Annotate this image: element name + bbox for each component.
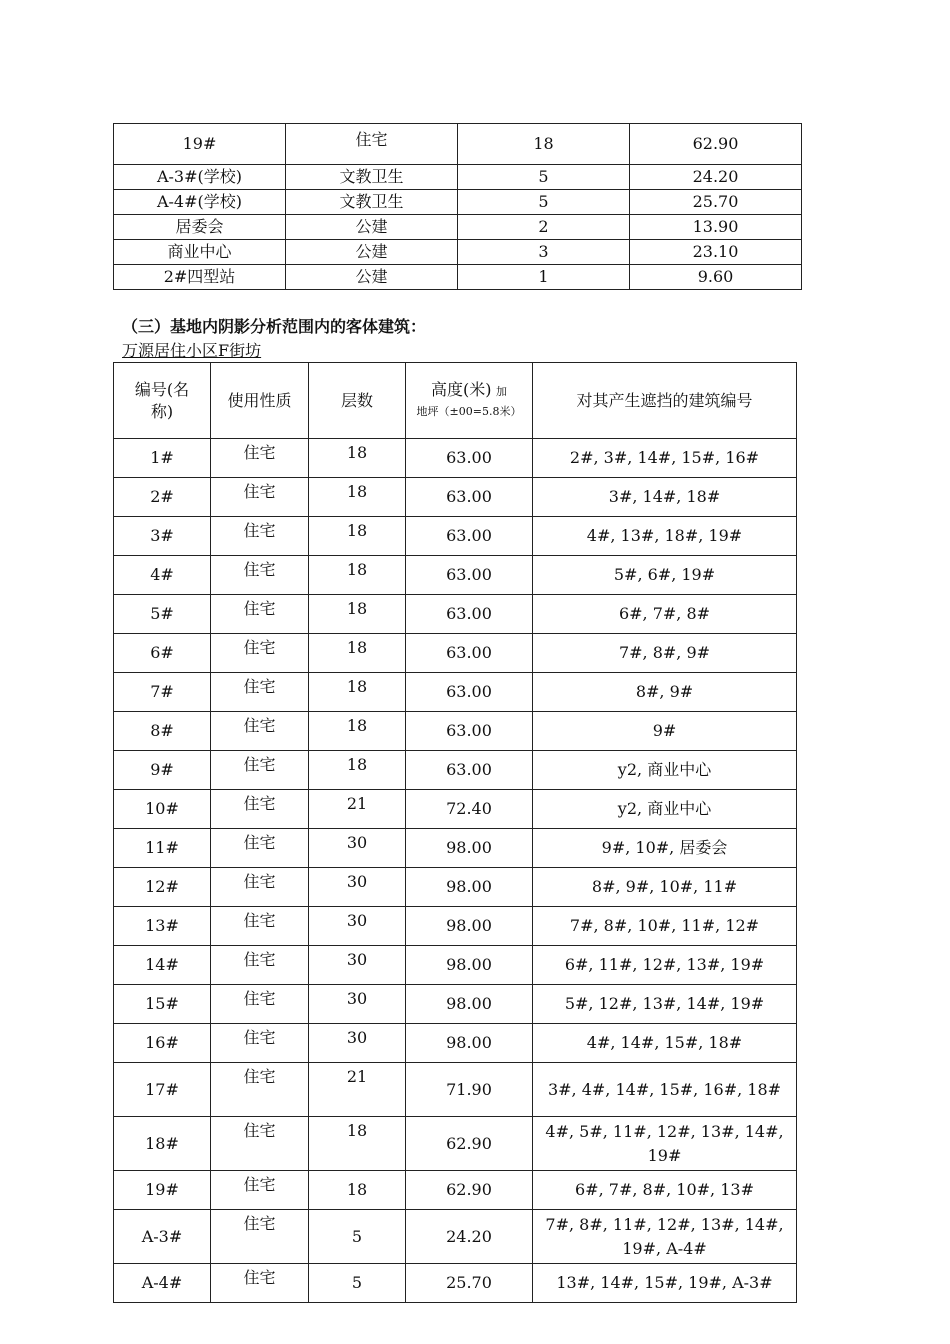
header-height-note-1: 加	[495, 385, 507, 398]
cell-floors: 18	[309, 556, 406, 595]
cell-type: 公建	[286, 215, 458, 240]
object-buildings-table	[113, 362, 797, 1303]
cell-height: 23.10	[630, 240, 802, 265]
table-row	[114, 1117, 797, 1171]
section-subtitle: 万源居住小区F街坊	[122, 341, 262, 360]
table-row	[114, 673, 797, 712]
cell-id: 18#	[114, 1117, 211, 1171]
cell-floors: 5	[309, 1210, 406, 1264]
cell-height: 63.00	[406, 751, 533, 790]
cell-type: 公建	[286, 240, 458, 265]
table-row	[114, 165, 802, 190]
cell-height: 25.70	[630, 190, 802, 215]
header-floors: 层数	[309, 363, 406, 439]
cell-type: 文教卫生	[286, 165, 458, 190]
cell-type: 住宅	[211, 1024, 309, 1063]
cell-type: 住宅	[211, 907, 309, 946]
cell-id: 8#	[114, 712, 211, 751]
cell-floors: 2	[458, 215, 630, 240]
cell-blocking: 2#, 3#, 14#, 15#, 16#	[533, 439, 797, 478]
cell-id: 16#	[114, 1024, 211, 1063]
section-title: （三）基地内阴影分析范围内的客体建筑：	[122, 317, 427, 336]
table-row	[114, 829, 797, 868]
table-row	[114, 907, 797, 946]
cell-id: 1#	[114, 439, 211, 478]
cell-height: 98.00	[406, 907, 533, 946]
cell-type: 公建	[286, 265, 458, 290]
cell-floors: 18	[309, 634, 406, 673]
table-row	[114, 124, 802, 165]
header-type: 使用性质	[211, 363, 309, 439]
table-row	[114, 985, 797, 1024]
cell-id: A-4#(学校)	[114, 190, 286, 215]
cell-id: 商业中心	[114, 240, 286, 265]
cell-blocking: 6#, 11#, 12#, 13#, 19#	[533, 946, 797, 985]
cell-height: 62.90	[630, 124, 802, 165]
cell-floors: 21	[309, 1063, 406, 1117]
table-row	[114, 868, 797, 907]
header-height-main: 高度(米)	[431, 380, 492, 399]
cell-blocking: 13#, 14#, 15#, 19#, A-3#	[533, 1264, 797, 1303]
header-id: 编号(名称)	[114, 363, 211, 439]
cell-blocking: 7#, 8#, 10#, 11#, 12#	[533, 907, 797, 946]
cell-blocking: y2, 商业中心	[533, 790, 797, 829]
cell-height: 98.00	[406, 829, 533, 868]
cell-height: 63.00	[406, 712, 533, 751]
cell-floors: 18	[309, 478, 406, 517]
cell-id: 17#	[114, 1063, 211, 1117]
cell-blocking: 5#, 12#, 13#, 14#, 19#	[533, 985, 797, 1024]
cell-blocking: 3#, 14#, 18#	[533, 478, 797, 517]
cell-id: A-3#	[114, 1210, 211, 1264]
cell-type: 住宅	[211, 1210, 309, 1264]
cell-height: 98.00	[406, 946, 533, 985]
cell-id: 7#	[114, 673, 211, 712]
cell-id: 5#	[114, 595, 211, 634]
cell-id: A-3#(学校)	[114, 165, 286, 190]
cell-blocking: 3#, 4#, 14#, 15#, 16#, 18#	[533, 1063, 797, 1117]
cell-floors: 18	[309, 1117, 406, 1171]
table-row	[114, 240, 802, 265]
cell-height: 63.00	[406, 478, 533, 517]
cell-floors: 30	[309, 829, 406, 868]
cell-type: 住宅	[211, 1171, 309, 1210]
cell-height: 63.00	[406, 634, 533, 673]
table-row	[114, 439, 797, 478]
cell-floors: 30	[309, 946, 406, 985]
cell-id: 6#	[114, 634, 211, 673]
cell-id: 13#	[114, 907, 211, 946]
cell-type: 住宅	[211, 556, 309, 595]
cell-type: 住宅	[211, 1063, 309, 1117]
cell-id: 19#	[114, 124, 286, 165]
cell-blocking: 8#, 9#	[533, 673, 797, 712]
cell-floors: 18	[309, 1171, 406, 1210]
cell-type: 住宅	[211, 439, 309, 478]
cell-id: 12#	[114, 868, 211, 907]
cell-id: 居委会	[114, 215, 286, 240]
table-row	[114, 1063, 797, 1117]
cell-blocking: 9#	[533, 712, 797, 751]
cell-id: 9#	[114, 751, 211, 790]
cell-floors: 18	[309, 595, 406, 634]
cell-id: 19#	[114, 1171, 211, 1210]
cell-floors: 5	[309, 1264, 406, 1303]
cell-floors: 18	[309, 712, 406, 751]
cell-blocking: 5#, 6#, 19#	[533, 556, 797, 595]
cell-floors: 18	[309, 751, 406, 790]
cell-id: 3#	[114, 517, 211, 556]
cell-type: 住宅	[211, 517, 309, 556]
table-row	[114, 790, 797, 829]
table-header-row	[114, 363, 797, 439]
cell-floors: 30	[309, 868, 406, 907]
cell-floors: 1	[458, 265, 630, 290]
cell-type: 住宅	[211, 946, 309, 985]
table-row	[114, 215, 802, 240]
cell-height: 25.70	[406, 1264, 533, 1303]
cell-blocking: 6#, 7#, 8#	[533, 595, 797, 634]
cell-type: 住宅	[211, 634, 309, 673]
cell-type: 住宅	[211, 790, 309, 829]
cell-floors: 30	[309, 1024, 406, 1063]
table-row	[114, 265, 802, 290]
cell-type: 住宅	[286, 124, 458, 165]
table-row	[114, 751, 797, 790]
cell-id: 14#	[114, 946, 211, 985]
cell-height: 63.00	[406, 556, 533, 595]
cell-blocking: 7#, 8#, 11#, 12#, 13#, 14#, 19#, A-4#	[533, 1210, 797, 1264]
table-row	[114, 1264, 797, 1303]
cell-height: 98.00	[406, 985, 533, 1024]
cell-id: 2#	[114, 478, 211, 517]
cell-blocking: 6#, 7#, 8#, 10#, 13#	[533, 1171, 797, 1210]
cell-type: 住宅	[211, 985, 309, 1024]
cell-blocking: y2, 商业中心	[533, 751, 797, 790]
cell-floors: 18	[309, 439, 406, 478]
cell-floors: 30	[309, 907, 406, 946]
cell-height: 24.20	[630, 165, 802, 190]
cell-type: 住宅	[211, 829, 309, 868]
cell-id: 15#	[114, 985, 211, 1024]
table-row	[114, 946, 797, 985]
cell-type: 住宅	[211, 478, 309, 517]
cell-height: 9.60	[630, 265, 802, 290]
cell-type: 住宅	[211, 751, 309, 790]
cell-blocking: 4#, 14#, 15#, 18#	[533, 1024, 797, 1063]
cell-height: 62.90	[406, 1171, 533, 1210]
cell-floors: 5	[458, 165, 630, 190]
table-row	[114, 1210, 797, 1264]
cell-blocking: 7#, 8#, 9#	[533, 634, 797, 673]
header-height-note-2: 地坪（±00=5.8米）	[416, 405, 522, 418]
cell-id: 4#	[114, 556, 211, 595]
table-row	[114, 712, 797, 751]
cell-id: 10#	[114, 790, 211, 829]
cell-blocking: 4#, 5#, 11#, 12#, 13#, 14#, 19#	[533, 1117, 797, 1171]
cell-height: 63.00	[406, 439, 533, 478]
table-row	[114, 1024, 797, 1063]
table-row	[114, 1171, 797, 1210]
cell-floors: 18	[458, 124, 630, 165]
cell-height: 63.00	[406, 673, 533, 712]
table-row	[114, 517, 797, 556]
cell-height: 62.90	[406, 1117, 533, 1171]
cell-floors: 18	[309, 517, 406, 556]
cell-type: 住宅	[211, 712, 309, 751]
cell-height: 24.20	[406, 1210, 533, 1264]
table-row	[114, 556, 797, 595]
cell-floors: 3	[458, 240, 630, 265]
cell-blocking: 4#, 13#, 18#, 19#	[533, 517, 797, 556]
cell-id: 11#	[114, 829, 211, 868]
cell-type: 文教卫生	[286, 190, 458, 215]
cell-height: 63.00	[406, 595, 533, 634]
cell-type: 住宅	[211, 595, 309, 634]
table-row	[114, 634, 797, 673]
cell-id: 2#四型站	[114, 265, 286, 290]
cell-floors: 21	[309, 790, 406, 829]
cell-height: 63.00	[406, 517, 533, 556]
header-height	[406, 363, 533, 439]
cell-floors: 5	[458, 190, 630, 215]
table-row	[114, 478, 797, 517]
header-blocking: 对其产生遮挡的建筑编号	[533, 363, 797, 439]
cell-id: A-4#	[114, 1264, 211, 1303]
cell-type: 住宅	[211, 673, 309, 712]
cell-floors: 18	[309, 673, 406, 712]
cell-height: 72.40	[406, 790, 533, 829]
table-row	[114, 595, 797, 634]
cell-type: 住宅	[211, 1264, 309, 1303]
cell-floors: 30	[309, 985, 406, 1024]
cell-type: 住宅	[211, 868, 309, 907]
cell-height: 98.00	[406, 868, 533, 907]
building-table-continued	[113, 123, 802, 290]
cell-height: 13.90	[630, 215, 802, 240]
cell-blocking: 9#, 10#, 居委会	[533, 829, 797, 868]
cell-height: 71.90	[406, 1063, 533, 1117]
table-row	[114, 190, 802, 215]
cell-type: 住宅	[211, 1117, 309, 1171]
cell-blocking: 8#, 9#, 10#, 11#	[533, 868, 797, 907]
cell-height: 98.00	[406, 1024, 533, 1063]
